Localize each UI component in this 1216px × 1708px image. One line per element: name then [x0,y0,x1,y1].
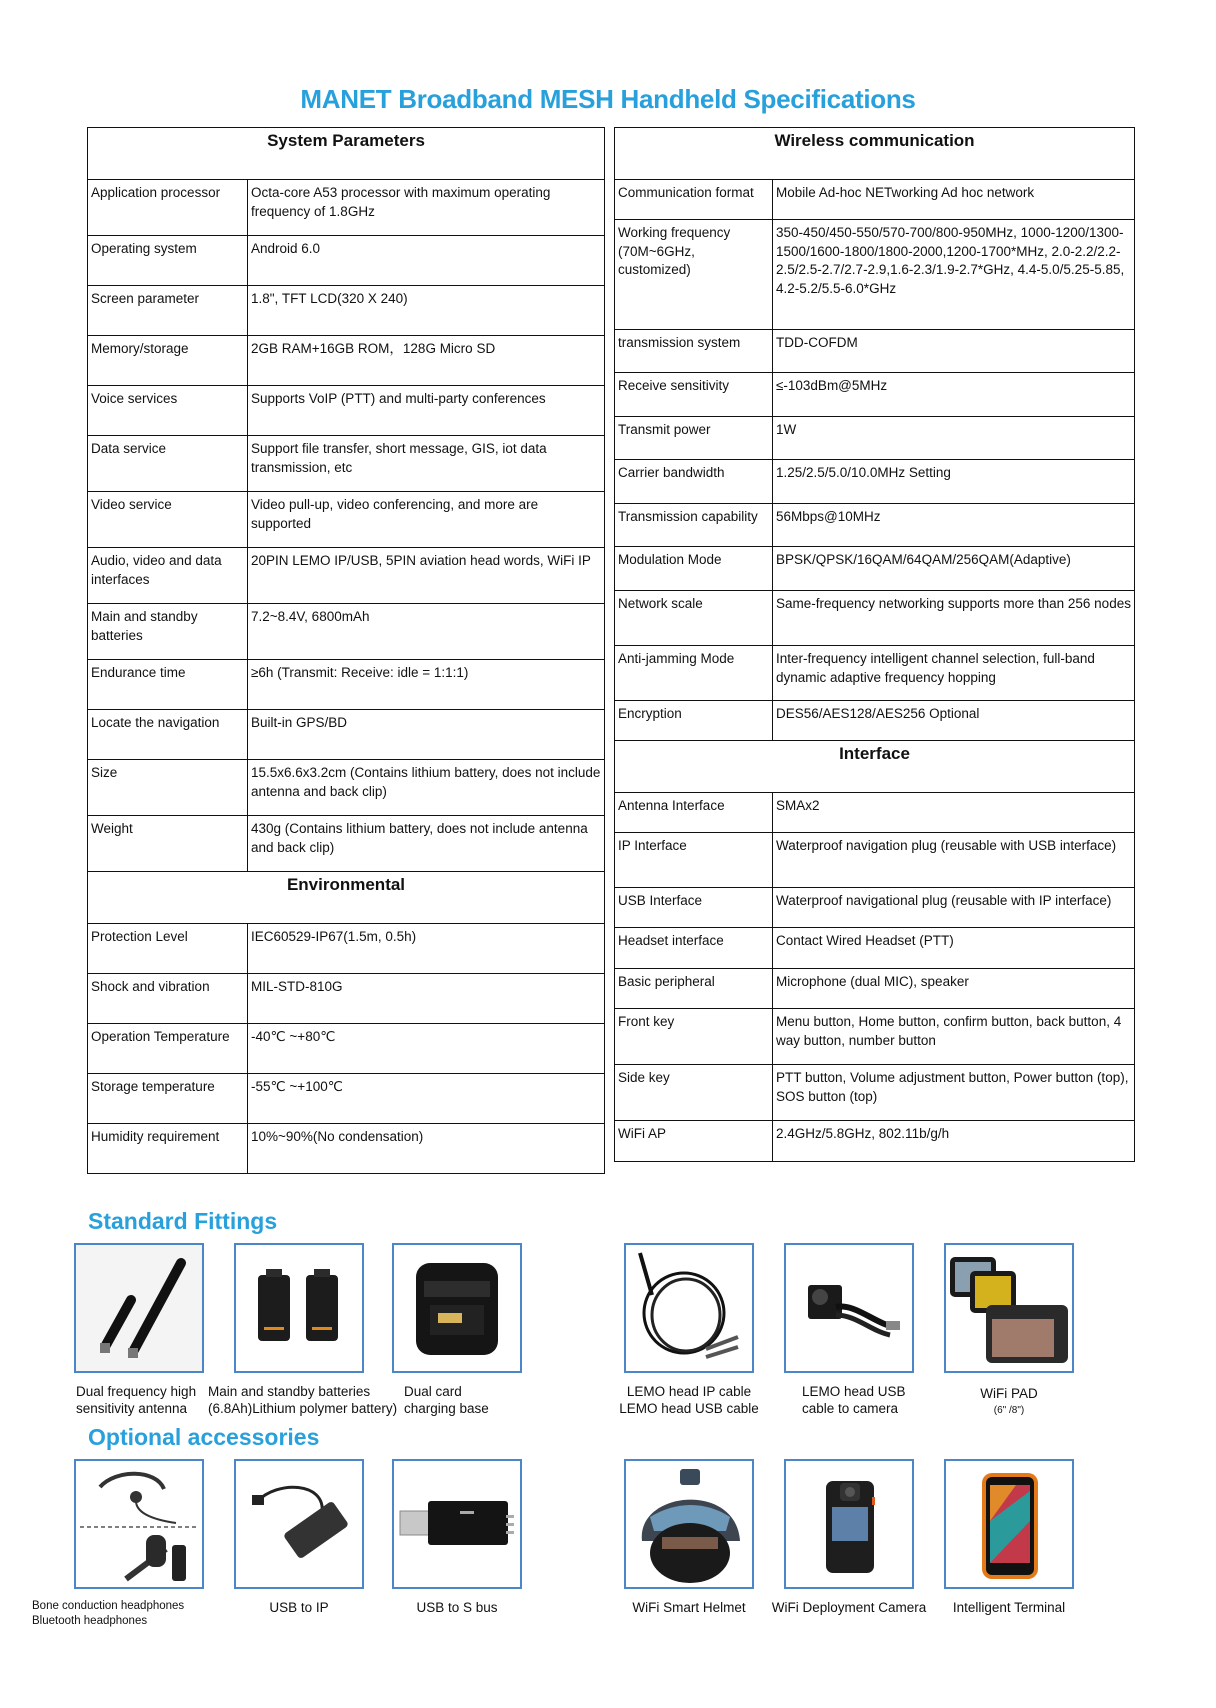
table-row [615,793,1135,833]
spec-value: 1.25/2.5/5.0/10.0MHz Setting [773,460,1135,504]
spec-label: Audio, video and data interfaces [88,548,248,604]
fitting-caption-line2: sensitivity antenna [76,1401,188,1416]
spec-label: Transmission capability [615,504,773,547]
spec-label: Storage temperature [88,1074,248,1124]
spec-value: Menu button, Home button, confirm button, back button, 4 way button, number button [773,1009,1135,1065]
table-row [615,417,1135,460]
table-row [88,236,605,286]
spec-value: Built-in GPS/BD [248,710,605,760]
table-row [88,604,605,660]
spec-label: Receive sensitivity [615,373,773,417]
table-row [88,336,605,386]
fitting-caption-line1: Dual card [404,1384,462,1399]
fitting-caption-line2: charging base [404,1401,489,1416]
table-row [88,816,605,872]
table-row [88,710,605,760]
spec-label: Main and standby batteries [88,604,248,660]
table-row [615,330,1135,373]
spec-value: 15.5x6.6x3.2cm (Contains lithium battery, does not include antenna and back clip) [248,760,605,816]
charger-image [392,1243,522,1373]
body-camera-image [784,1459,914,1589]
spec-label: Operation Temperature [88,1024,248,1074]
table-row [88,660,605,710]
spec-label: Video service [88,492,248,548]
table-row [615,969,1135,1009]
spec-value: 56Mbps@10MHz [773,504,1135,547]
accessory-caption: USB to S bus [416,1600,498,1615]
accessory-caption-line2: Bluetooth headphones [32,1615,148,1627]
table-row [88,760,605,816]
fitting-item [764,1243,934,1417]
spec-label: Antenna Interface [615,793,773,833]
rugged-phone-image [944,1459,1074,1589]
spec-label: Locate the navigation [88,710,248,760]
spec-value: Waterproof navigation plug (reusable with USB interface) [773,833,1135,888]
fitting-caption-line2: (6" /8") [993,1405,1025,1416]
accessory-item [764,1459,934,1616]
fitting-caption-line2: (6.8Ah)Lithium polymer battery) [208,1401,398,1416]
spec-label: Working frequency (70M~6GHz, customized) [615,220,773,330]
spec-value: Android 6.0 [248,236,605,286]
fitting-item [208,1243,398,1417]
accessory-item [604,1459,774,1616]
spec-label: Basic peripheral [615,969,773,1009]
spec-value: Supports VoIP (PTT) and multi-party conferences [248,386,605,436]
usb-adapter-image [234,1459,364,1589]
spec-value: 430g (Contains lithium battery, does not include antenna and back clip) [248,816,605,872]
spec-label: WiFi AP [615,1121,773,1162]
cable-image [624,1243,754,1373]
table-row [88,492,605,548]
spec-label: Voice services [88,386,248,436]
spec-label: Protection Level [88,924,248,974]
table-row [88,180,605,236]
spec-value: Waterproof navigational plug (reusable with IP interface) [773,888,1135,928]
spec-label: Humidity requirement [88,1124,248,1174]
tablet-image [944,1243,1074,1373]
usb-sbus-image [392,1459,522,1589]
spec-label: transmission system [615,330,773,373]
spec-label: Modulation Mode [615,547,773,591]
spec-value: Microphone (dual MIC), speaker [773,969,1135,1009]
table-row [88,286,605,336]
spec-value: Octa-core A53 processor with maximum operating frequency of 1.8GHz [248,180,605,236]
spec-label: Data service [88,436,248,492]
spec-value: SMAx2 [773,793,1135,833]
accessory-item [32,1459,224,1629]
camera-cable-image [784,1243,914,1373]
antenna-image [74,1243,204,1373]
spec-value: IEC60529-IP67(1.5m, 0.5h) [248,924,605,974]
accessory-caption: WiFi Smart Helmet [632,1600,746,1615]
spec-label: Side key [615,1065,773,1121]
accessory-caption-line1: Bone conduction headphones [32,1600,185,1612]
spec-label: Shock and vibration [88,974,248,1024]
spec-label: Headset interface [615,928,773,969]
table-row [615,1121,1135,1162]
section-header-wireless: Wireless communication [615,128,1135,180]
spec-value: MIL-STD-810G [248,974,605,1024]
spec-value: -55℃ ~+100℃ [248,1074,605,1124]
table-row [88,386,605,436]
table-row [615,460,1135,504]
spec-value: PTT button, Volume adjustment button, Power button (top), SOS button (top) [773,1065,1135,1121]
spec-value: 350-450/450-550/570-700/800-950MHz, 1000-1200/1300-1500/1600-1800/1800-2000,1200-1700*MHz, 2.0-2.2/2.2-2.5/2.5-2.7/2.7-2.9,1.6-2.3/1.9-2.7*GHz, 4.4-5.0/5.25-5.85, 4.2-5.2/5.5-6.0*GHz [773,220,1135,330]
spec-value: Same-frequency networking supports more than 256 nodes [773,591,1135,646]
fitting-caption-line2: LEMO head USB cable [619,1401,759,1416]
table-row [615,180,1135,220]
table-row [615,373,1135,417]
spec-value: Video pull-up, video conferencing, and more are supported [248,492,605,548]
spec-label: Communication format [615,180,773,220]
spec-label: Front key [615,1009,773,1065]
fitting-caption-line2: cable to camera [802,1401,899,1416]
headphones-image [74,1459,204,1589]
fitting-caption-line1: LEMO head USB [802,1384,906,1399]
accessory-caption: USB to IP [269,1600,329,1615]
table-row [88,1074,605,1124]
spec-value: Inter-frequency intelligent channel selection, full-band dynamic adaptive frequency hopping [773,646,1135,701]
spec-label: Anti-jamming Mode [615,646,773,701]
table-row [88,1024,605,1074]
accessory-caption: WiFi Deployment Camera [771,1600,927,1615]
spec-label: Weight [88,816,248,872]
table-row [88,548,605,604]
table-row [615,833,1135,888]
spec-label: Network scale [615,591,773,646]
spec-value: 7.2~8.4V, 6800mAh [248,604,605,660]
spec-value: 2GB RAM+16GB ROM，128G Micro SD [248,336,605,386]
table-row [615,1065,1135,1121]
spec-label: Operating system [88,236,248,286]
table-row [615,591,1135,646]
fitting-caption-line1: WiFi PAD [980,1386,1038,1401]
spec-value: -40℃ ~+80℃ [248,1024,605,1074]
spec-label: Screen parameter [88,286,248,336]
standard-fittings-heading: Standard Fittings [88,1208,278,1234]
spec-label: Transmit power [615,417,773,460]
spec-value: Mobile Ad-hoc NETworking Ad hoc network [773,180,1135,220]
spec-value: DES56/AES128/AES256 Optional [773,701,1135,741]
spec-label: Memory/storage [88,336,248,386]
helmet-image [624,1459,754,1589]
optional-accessories-heading: Optional accessories [88,1424,320,1450]
fitting-caption-line1: LEMO head IP cable [626,1384,752,1399]
table-row [88,1124,605,1174]
fitting-caption-line1: Dual frequency high [76,1384,197,1399]
spec-value: 2.4GHz/5.8GHz, 802.11b/g/h [773,1121,1135,1162]
spec-label: Endurance time [88,660,248,710]
accessory-item [924,1459,1094,1616]
spec-value: 20PIN LEMO IP/USB, 5PIN aviation head words, WiFi IP [248,548,605,604]
accessory-item [372,1459,542,1616]
table-row [615,888,1135,928]
spec-label: Encryption [615,701,773,741]
table-row [615,1009,1135,1065]
section-header-system-parameters: System Parameters [88,128,605,180]
table-row [615,547,1135,591]
fitting-item [604,1243,774,1417]
page-title: MANET Broadband MESH Handheld Specifications [300,84,916,114]
battery-image [234,1243,364,1373]
table-row [615,220,1135,330]
table-row [615,701,1135,741]
table-row [615,646,1135,701]
fitting-item [54,1243,224,1417]
accessory-item [214,1459,384,1616]
fitting-item [924,1243,1094,1419]
table-row [88,924,605,974]
system-parameters-table [87,127,605,1174]
spec-value: ≤-103dBm@5MHz [773,373,1135,417]
table-row [615,928,1135,969]
spec-value: 1W [773,417,1135,460]
wireless-interface-table [614,127,1135,1162]
spec-value: BPSK/QPSK/16QAM/64QAM/256QAM(Adaptive) [773,547,1135,591]
table-row [88,974,605,1024]
spec-label: Size [88,760,248,816]
section-header-interface: Interface [615,741,1135,793]
fitting-caption-line1: Main and standby batteries [208,1384,371,1399]
spec-value: 10%~90%(No condensation) [248,1124,605,1174]
table-row [88,436,605,492]
spec-value: ≥6h (Transmit: Receive: idle = 1:1:1) [248,660,605,710]
spec-label: Application processor [88,180,248,236]
spec-label: IP Interface [615,833,773,888]
spec-label: USB Interface [615,888,773,928]
table-row [615,504,1135,547]
spec-value: Contact Wired Headset (PTT) [773,928,1135,969]
spec-value: TDD-COFDM [773,330,1135,373]
accessory-caption: Intelligent Terminal [952,1600,1066,1615]
section-header-environmental: Environmental [88,872,605,924]
spec-value: Support file transfer, short message, GIS, iot data transmission, etc [248,436,605,492]
fitting-item [372,1243,542,1417]
spec-value: 1.8", TFT LCD(320 X 240) [248,286,605,336]
spec-label: Carrier bandwidth [615,460,773,504]
